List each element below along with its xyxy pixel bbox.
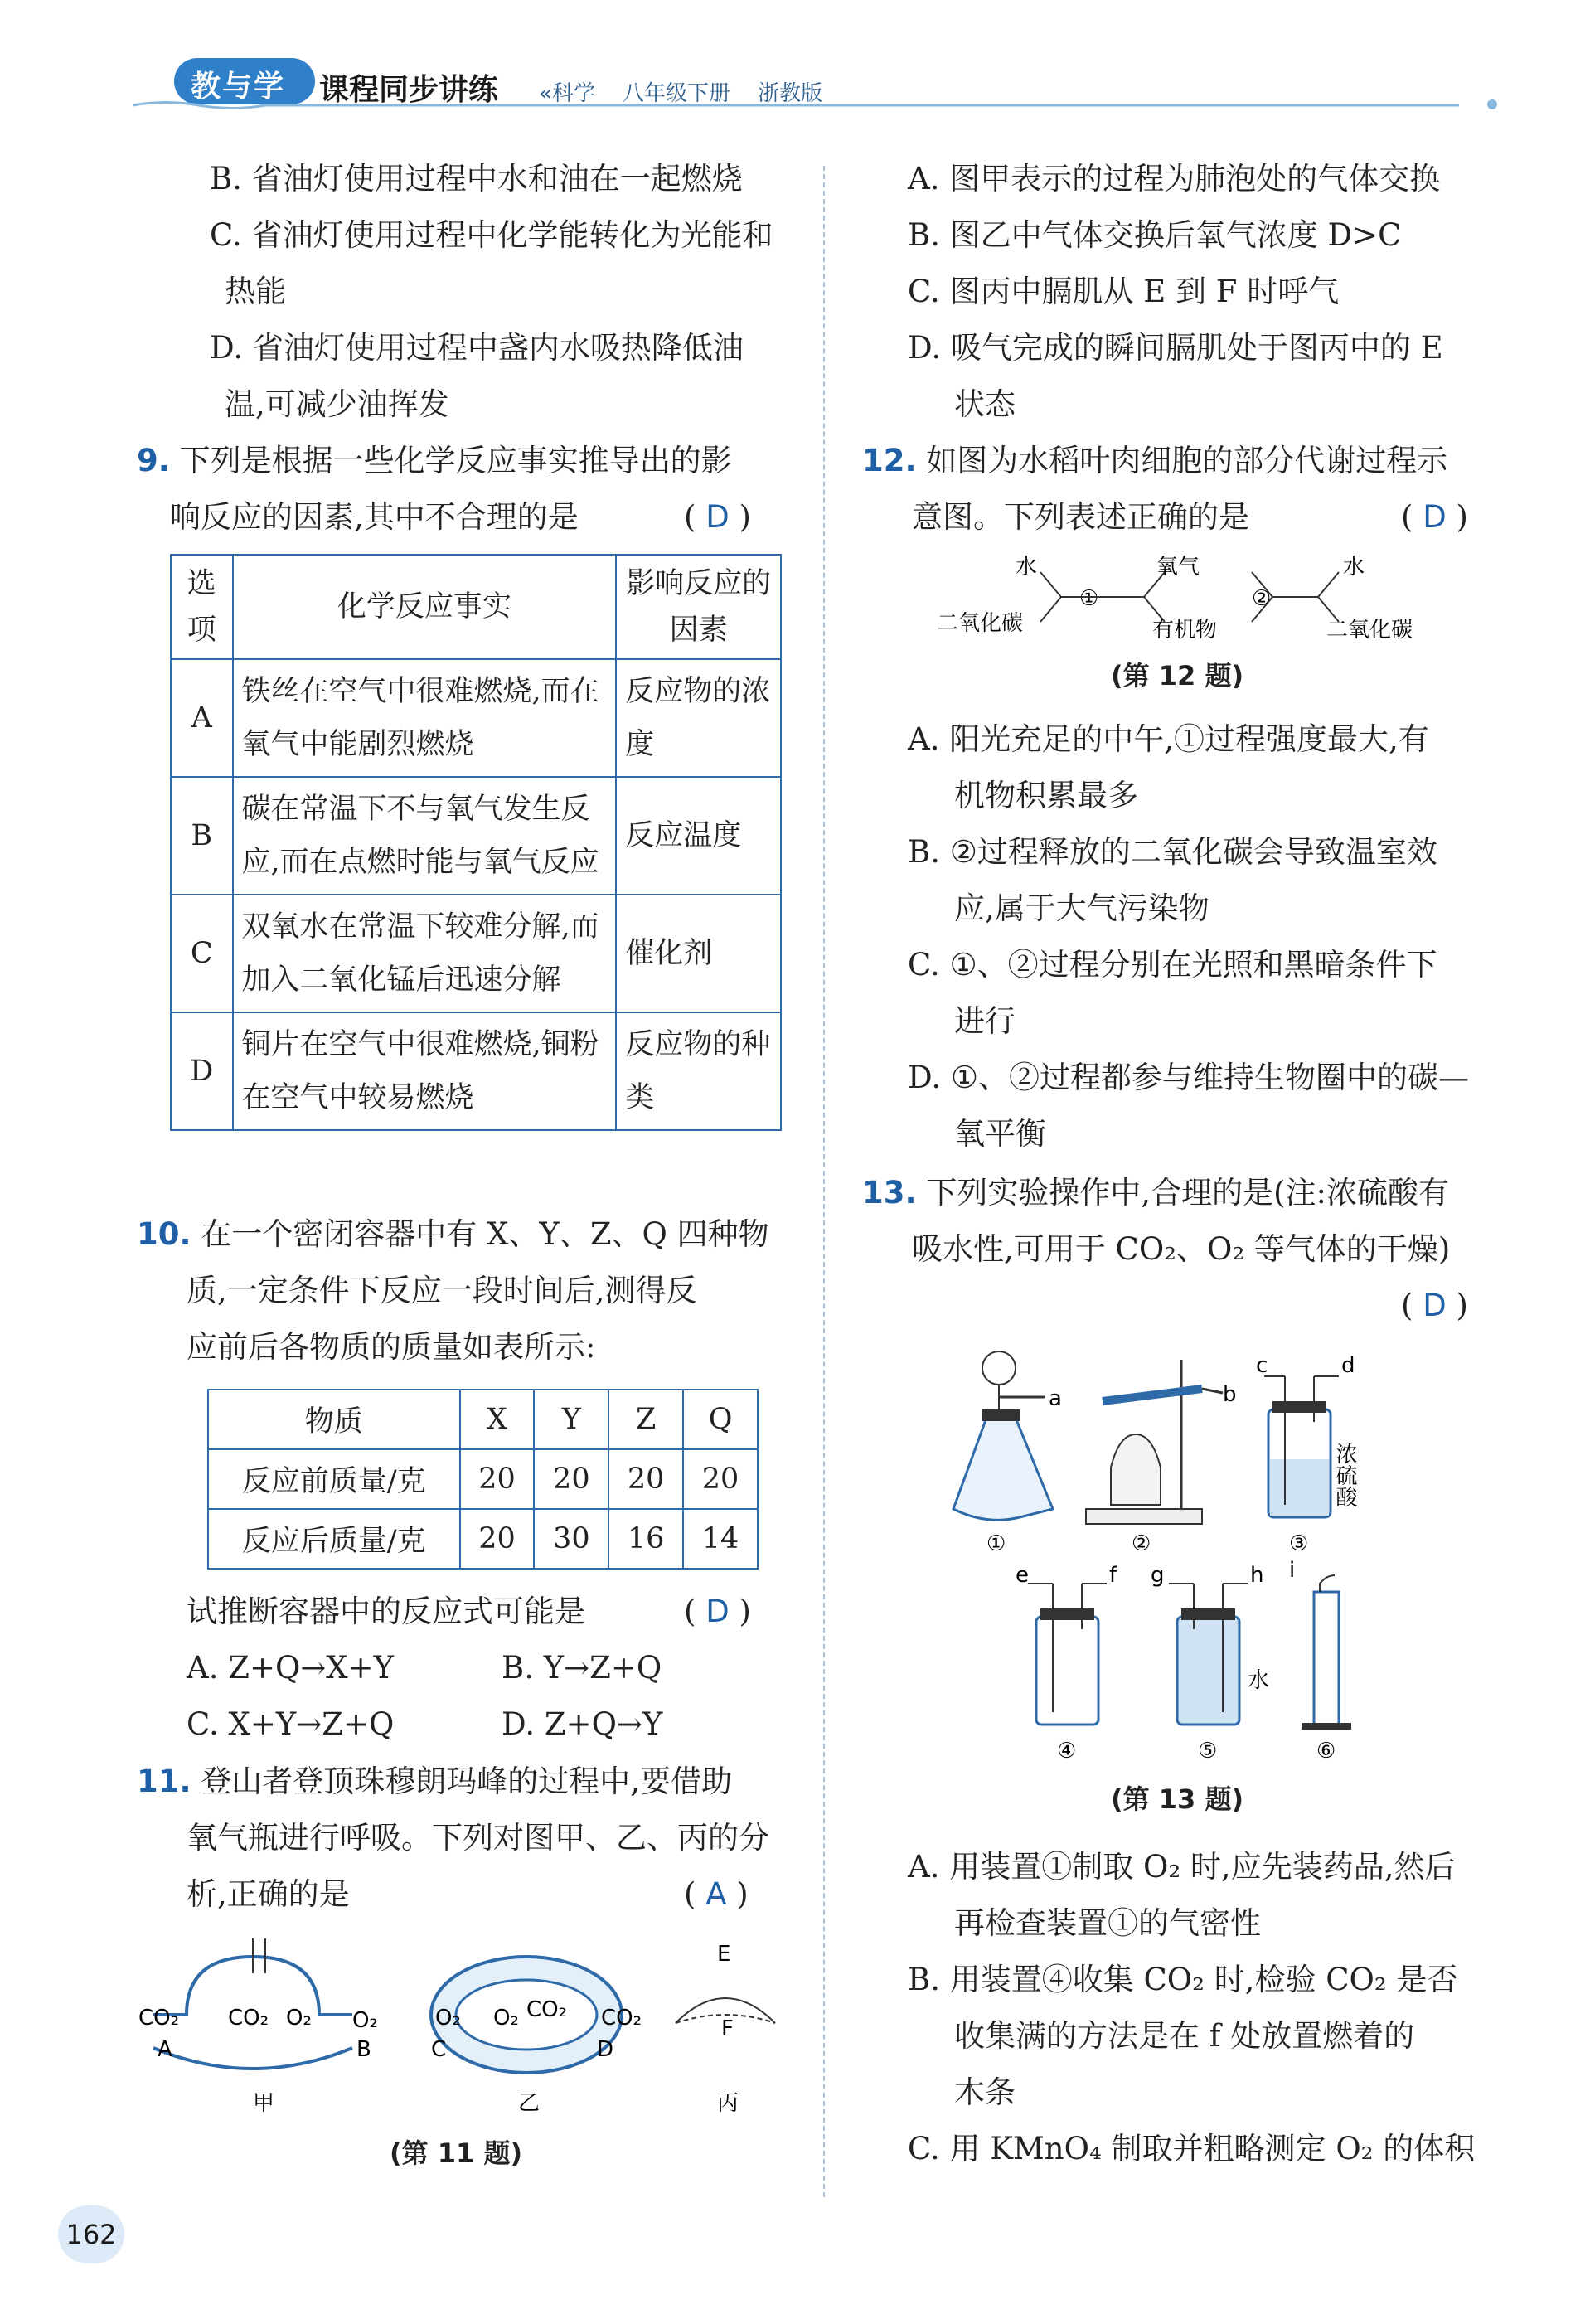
q13-option-b-cont: 收集满的方法是在 f 处放置燃着的 (954, 2018, 1415, 2054)
q9-row-a-factor: 反应物的浓度 (616, 659, 781, 777)
q11-options (908, 151, 1538, 433)
fig13-apparatus-2: ② (1132, 1531, 1151, 1556)
q12-figure (928, 547, 1442, 647)
q13-text-cont: 吸水性,可用于 CO₂、O₂ 等气体的干燥) (912, 1231, 1451, 1267)
fig13-label-d: d (1341, 1353, 1355, 1378)
q10-before-q: 20 (683, 1449, 758, 1509)
q10-header-y: Y (534, 1390, 608, 1449)
q10-header-x: X (460, 1390, 535, 1449)
fig11-label-c: C (431, 2037, 447, 2062)
q9-row-d-factor: 反应物的种类 (616, 1012, 781, 1130)
q10-number: 10. (137, 1216, 191, 1252)
page-number: 162 (58, 2205, 124, 2263)
fig13-label-g: g (1151, 1563, 1165, 1588)
fig13-label-i: i (1289, 1558, 1296, 1583)
q13-option-c: C. 用 KMnO₄ 制取并粗略测定 O₂ 的体积 (908, 2131, 1476, 2166)
q10-before-z: 20 (608, 1449, 683, 1509)
fig11-co2-d: CO₂ (601, 2006, 642, 2030)
q13-options (908, 1839, 1546, 2177)
question-9 (137, 433, 792, 546)
q11-number: 11. (137, 1764, 191, 1799)
q12-option-d-cont: 氧平衡 (954, 1116, 1046, 1152)
q8-option-b: B. 省油灯使用过程中水和油在一起燃烧 (210, 161, 743, 196)
q11-text: 登山者登顶珠穆朗玛峰的过程中,要借助 (201, 1764, 733, 1799)
q10-option-d: D. Z+Q→Y (502, 1706, 663, 1742)
q12-option-c-cont: 进行 (954, 1003, 1016, 1039)
q12-text-cont: 意图。下列表述正确的是 (912, 499, 1249, 535)
q9-header-factor: 影响反应的因素 (616, 555, 781, 659)
column-divider (823, 166, 825, 2197)
fig13-apparatus-4: ④ (1057, 1739, 1077, 1764)
q10-before-label: 反应前质量/克 (208, 1449, 460, 1509)
q10-answer: D (705, 1594, 730, 1629)
fig13-label-a: a (1049, 1386, 1062, 1411)
q11-caption: (第 11 题) (390, 2137, 523, 2169)
fig12-organic: 有机物 (1152, 618, 1218, 643)
q10-options (187, 1584, 792, 1753)
q11-text-cont: 氧气瓶进行呼吸。下列对图甲、乙、丙的分 (187, 1820, 769, 1856)
q10-after-z: 16 (608, 1509, 683, 1569)
left-column (170, 151, 788, 433)
fig11-o2-yi: O₂ (493, 2006, 519, 2030)
fig11-label-a: A (158, 2037, 172, 2062)
q11-figure (137, 1924, 800, 2114)
q12-option-b: B. ②过程释放的二氧化碳会导致温室效 (908, 834, 1437, 870)
q10-header-z: Z (608, 1390, 683, 1449)
q13-option-b-cont2: 木条 (954, 2074, 1016, 2110)
fig11-label-b: B (356, 2037, 371, 2062)
q11-option-b: B. 图乙中气体交换后氧气浓度 D>C (908, 217, 1402, 253)
fig12-process-2: ② (1252, 586, 1272, 611)
q10-answer-bracket: ( D ) (684, 1594, 751, 1629)
table-row (171, 659, 781, 777)
header-grade: 八年级下册 (622, 81, 730, 106)
q12-options (908, 711, 1546, 1162)
fig12-process-1: ① (1079, 586, 1099, 611)
q9-row-c-option: C (171, 895, 233, 1012)
q9-header-fact: 化学反应事实 (233, 555, 617, 659)
q11-option-d: D. 吸气完成的瞬间膈肌处于图丙中的 E (908, 330, 1443, 366)
q9-answer: D (705, 499, 730, 535)
brand-logo: 教与学 (191, 70, 286, 104)
q9-number: 9. (137, 443, 170, 478)
q10-before-y: 20 (534, 1449, 608, 1509)
q12-answer: D (1423, 499, 1447, 535)
q10-before-x: 20 (460, 1449, 535, 1509)
q10-after-label: 反应后质量/克 (208, 1509, 460, 1569)
fig12-o2: 氧气 (1156, 555, 1200, 580)
table-row (171, 895, 781, 1012)
q12-option-a-cont: 机物积累最多 (954, 778, 1138, 813)
fig12-co2-in: 二氧化碳 (937, 611, 1024, 636)
question-13 (862, 1165, 1542, 1334)
q13-option-b: B. 用装置④收集 CO₂ 时,检验 CO₂ 是否 (908, 1962, 1458, 1997)
q13-answer: D (1423, 1288, 1447, 1323)
q8-option-d-cont: 温,可减少油挥发 (225, 386, 449, 422)
q13-option-a-cont: 再检查装置①的气密性 (954, 1905, 1261, 1941)
q11-option-c: C. 图丙中膈肌从 E 到 F 时呼气 (908, 274, 1340, 309)
q9-text-cont: 响反应的因素,其中不合理的是 (170, 499, 579, 535)
fig12-water-out: 水 (1343, 555, 1365, 580)
q13-text: 下列实验操作中,合理的是(注:浓硫酸有 (926, 1175, 1449, 1211)
fig13-acid-label: 浓硫酸 (1332, 1443, 1357, 1507)
fig13-apparatus-5: ⑤ (1198, 1739, 1218, 1764)
q10-after-q: 14 (683, 1509, 758, 1569)
q10-option-b: B. Y→Z+Q (502, 1650, 662, 1686)
fig12-water-in: 水 (1016, 555, 1038, 580)
fig11-label-f: F (721, 2016, 734, 2041)
question-11 (137, 1754, 792, 1923)
fig11-co2-a: CO₂ (138, 2006, 180, 2030)
q13-caption: (第 13 题) (1111, 1783, 1244, 1815)
fig13-apparatus-6: ⑥ (1316, 1739, 1336, 1764)
q9-row-a-option: A (171, 659, 233, 777)
header-subject: «科学 (539, 81, 595, 106)
fig11-label-d: D (597, 2037, 614, 2062)
q12-caption: (第 12 题) (1111, 660, 1244, 691)
q9-header-option: 选项 (171, 555, 233, 659)
q10-header-substance: 物质 (208, 1390, 460, 1449)
q10-option-a: A. Z+Q→X+Y (187, 1650, 395, 1686)
q9-row-a-fact: 铁丝在空气中很难燃烧,而在氧气中能剧烈燃烧 (233, 659, 617, 777)
fig11-o2-c: O₂ (435, 2006, 461, 2030)
q11-answer-bracket: ( A ) (684, 1876, 749, 1912)
q12-answer-bracket: ( D ) (1401, 499, 1468, 535)
fig13-water-label: 水 (1248, 1668, 1270, 1693)
q9-row-d-fact: 铜片在空气中很难燃烧,铜粉在空气中较易燃烧 (233, 1012, 617, 1130)
fig11-label-bing: 丙 (717, 2091, 739, 2114)
fig11-co2-yi: CO₂ (526, 1997, 568, 2022)
q10-option-c: C. X+Y→Z+Q (187, 1706, 395, 1742)
table-row (171, 777, 781, 895)
table-row (208, 1509, 758, 1569)
q11-option-a: A. 图甲表示的过程为肺泡处的气体交换 (908, 161, 1441, 196)
q10-text-cont: 质,一定条件下反应一段时间后,测得反 (187, 1273, 697, 1308)
q9-row-b-factor: 反应温度 (616, 777, 781, 895)
header-title: 课程同步讲练 (319, 73, 499, 107)
fig13-label-f: f (1109, 1563, 1117, 1588)
fig13-apparatus-1: ① (986, 1531, 1006, 1556)
q10-after-x: 20 (460, 1509, 535, 1569)
q13-option-a: A. 用装置①制取 O₂ 时,应先装药品,然后 (908, 1849, 1456, 1885)
fig13-label-c: c (1256, 1353, 1268, 1378)
fig11-o2-b: O₂ (352, 2008, 378, 2033)
q9-text: 下列是根据一些化学反应事实推导出的影 (179, 443, 732, 478)
fig11-label-yi: 乙 (518, 2091, 541, 2114)
q13-number: 13. (862, 1175, 917, 1211)
q9-row-c-fact: 双氧水在常温下较难分解,而加入二氧化锰后迅速分解 (233, 895, 617, 1012)
question-10 (137, 1206, 792, 1375)
q12-option-c: C. ①、②过程分别在光照和黑暗条件下 (908, 947, 1437, 982)
q10-text-cont2: 应前后各物质的质量如表所示: (187, 1329, 596, 1365)
q10-after-y: 30 (534, 1509, 608, 1569)
fig11-co2-jia: CO₂ (228, 2006, 269, 2030)
fig13-label-b: b (1223, 1382, 1237, 1407)
fig12-co2-out: 二氧化碳 (1326, 618, 1413, 643)
q12-option-d: D. ①、②过程都参与维持生物圈中的碳— (908, 1060, 1470, 1095)
q10-table (207, 1389, 759, 1570)
q9-row-d-option: D (171, 1012, 233, 1130)
q9-row-b-fact: 碳在常温下不与氧气发生反应,而在点燃时能与氧气反应 (233, 777, 617, 895)
q11-answer: A (705, 1876, 727, 1912)
q12-number: 12. (862, 443, 917, 478)
header-wave-decoration (133, 99, 1509, 111)
q9-row-b-option: B (171, 777, 233, 895)
q11-text-cont2: 析,正确的是 (187, 1876, 350, 1912)
q8-option-c-cont: 热能 (225, 274, 286, 309)
q9-table (170, 554, 782, 1131)
q13-figure (937, 1343, 1434, 1774)
q12-text: 如图为水稻叶肉细胞的部分代谢过程示 (926, 443, 1448, 478)
fig13-label-h: h (1250, 1563, 1264, 1588)
q8-option-c: C. 省油灯使用过程中化学能转化为光能和 (210, 217, 773, 253)
table-row (208, 1449, 758, 1509)
fig11-o2-jia: O₂ (286, 2006, 312, 2030)
table-row (171, 1012, 781, 1130)
q10-prompt: 试推断容器中的反应式可能是 (187, 1594, 585, 1629)
fig11-label-e: E (717, 1942, 731, 1967)
fig13-apparatus-3: ③ (1289, 1531, 1309, 1556)
q13-answer-bracket: ( D ) (1401, 1288, 1468, 1323)
q9-answer-bracket: ( D ) (684, 499, 751, 535)
fig13-label-e: e (1016, 1563, 1029, 1588)
header-edition: 浙教版 (758, 81, 823, 106)
q10-header-q: Q (683, 1390, 758, 1449)
q12-option-b-cont: 应,属于大气污染物 (954, 890, 1209, 926)
q12-option-a: A. 阳光充足的中午,①过程强度最大,有 (908, 721, 1429, 757)
q8-option-d: D. 省油灯使用过程中盏内水吸热降低油 (210, 330, 744, 366)
question-12 (862, 433, 1542, 546)
q11-option-d-cont: 状态 (954, 386, 1016, 422)
q10-text: 在一个密闭容器中有 X、Y、Z、Q 四种物 (201, 1216, 769, 1252)
fig11-label-jia: 甲 (253, 2091, 275, 2114)
q9-row-c-factor: 催化剂 (616, 895, 781, 1012)
